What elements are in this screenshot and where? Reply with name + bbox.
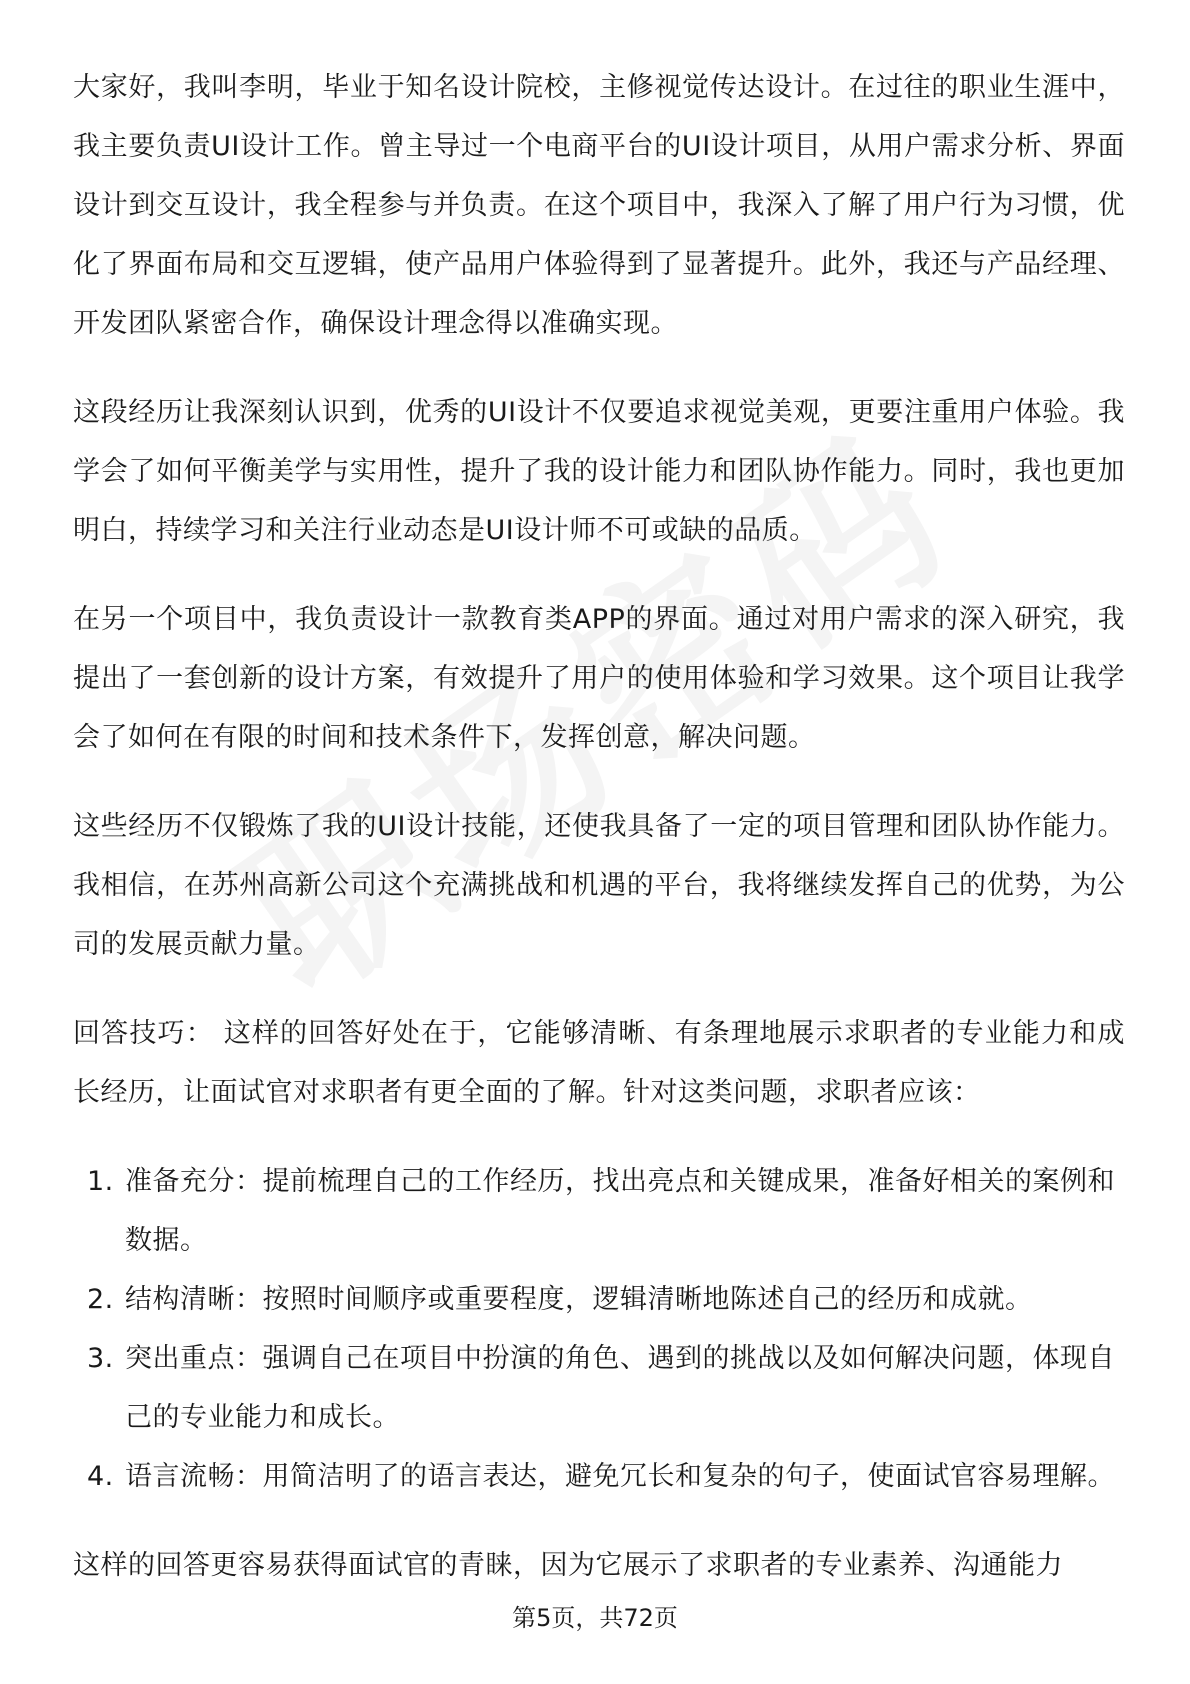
list-item xyxy=(73,1152,1125,1270)
tips-list xyxy=(73,1152,1125,1506)
list-item-text: 结构清晰：按照时间顺序或重要程度，逻辑清晰地陈述自己的经历和成就。 xyxy=(125,1284,1033,1315)
page-footer: 第5页，共72页 xyxy=(512,1604,678,1632)
paragraph-tips-intro: 回答技巧： 这样的回答好处在于，它能够清晰、有条理地展示求职者的专业能力和成长经历，让面试官对求职者有更全面的了解。针对这类问题，求职者应该： xyxy=(73,1018,1125,1108)
list-item-number: 3. xyxy=(87,1343,114,1374)
list-item-number: 2. xyxy=(87,1284,114,1315)
paragraph-intro: 大家好，我叫李明，毕业于知名设计院校，主修视觉传达设计。在过往的职业生涯中，我主要负责UI设计工作。曾主导过一个电商平台的UI设计项目，从用户需求分析、界面设计到交互设计，我全程参与并负责。在这个项目中，我深入了解了用户行为习惯，优化了界面布局和交互逻辑，使产品用户体验得到了显著提升。此外，我还与产品经理、开发团队紧密合作，确保设计理念得以准确实现。 xyxy=(73,72,1125,339)
list-item-number: 1. xyxy=(87,1166,114,1197)
list-item-number: 4. xyxy=(87,1461,114,1492)
list-item-text: 突出重点：强调自己在项目中扮演的角色、遇到的挑战以及如何解决问题，体现自己的专业能力和成长。 xyxy=(125,1343,1115,1433)
document-body xyxy=(73,58,1125,1625)
paragraph-conclusion: 这些经历不仅锻炼了我的UI设计技能，还使我具备了一定的项目管理和团队协作能力。我相信，在苏州高新公司这个充满挑战和机遇的平台，我将继续发挥自己的优势，为公司的发展贡献力量。 xyxy=(73,811,1125,960)
list-item xyxy=(73,1270,1125,1329)
paragraph-education-app: 在另一个项目中，我负责设计一款教育类APP的界面。通过对用户需求的深入研究，我提出了一套创新的设计方案，有效提升了用户的使用体验和学习效果。这个项目让我学会了如何在有限的时间和技术条件下，发挥创意，解决问题。 xyxy=(73,604,1125,753)
paragraph-reflection: 这段经历让我深刻认识到，优秀的UI设计不仅要追求视觉美观，更要注重用户体验。我学会了如何平衡美学与实用性，提升了我的设计能力和团队协作能力。同时，我也更加明白，持续学习和关注行业动态是UI设计师不可或缺的品质。 xyxy=(73,397,1125,546)
list-item-text: 语言流畅：用简洁明了的语言表达，避免冗长和复杂的句子，使面试官容易理解。 xyxy=(125,1461,1115,1492)
list-item-text: 准备充分：提前梳理自己的工作经历，找出亮点和关键成果，准备好相关的案例和数据。 xyxy=(125,1166,1115,1256)
paragraph-closing: 这样的回答更容易获得面试官的青睐，因为它展示了求职者的专业素养、沟通能力 xyxy=(73,1550,1063,1581)
list-item xyxy=(73,1329,1125,1447)
list-item xyxy=(73,1447,1125,1506)
